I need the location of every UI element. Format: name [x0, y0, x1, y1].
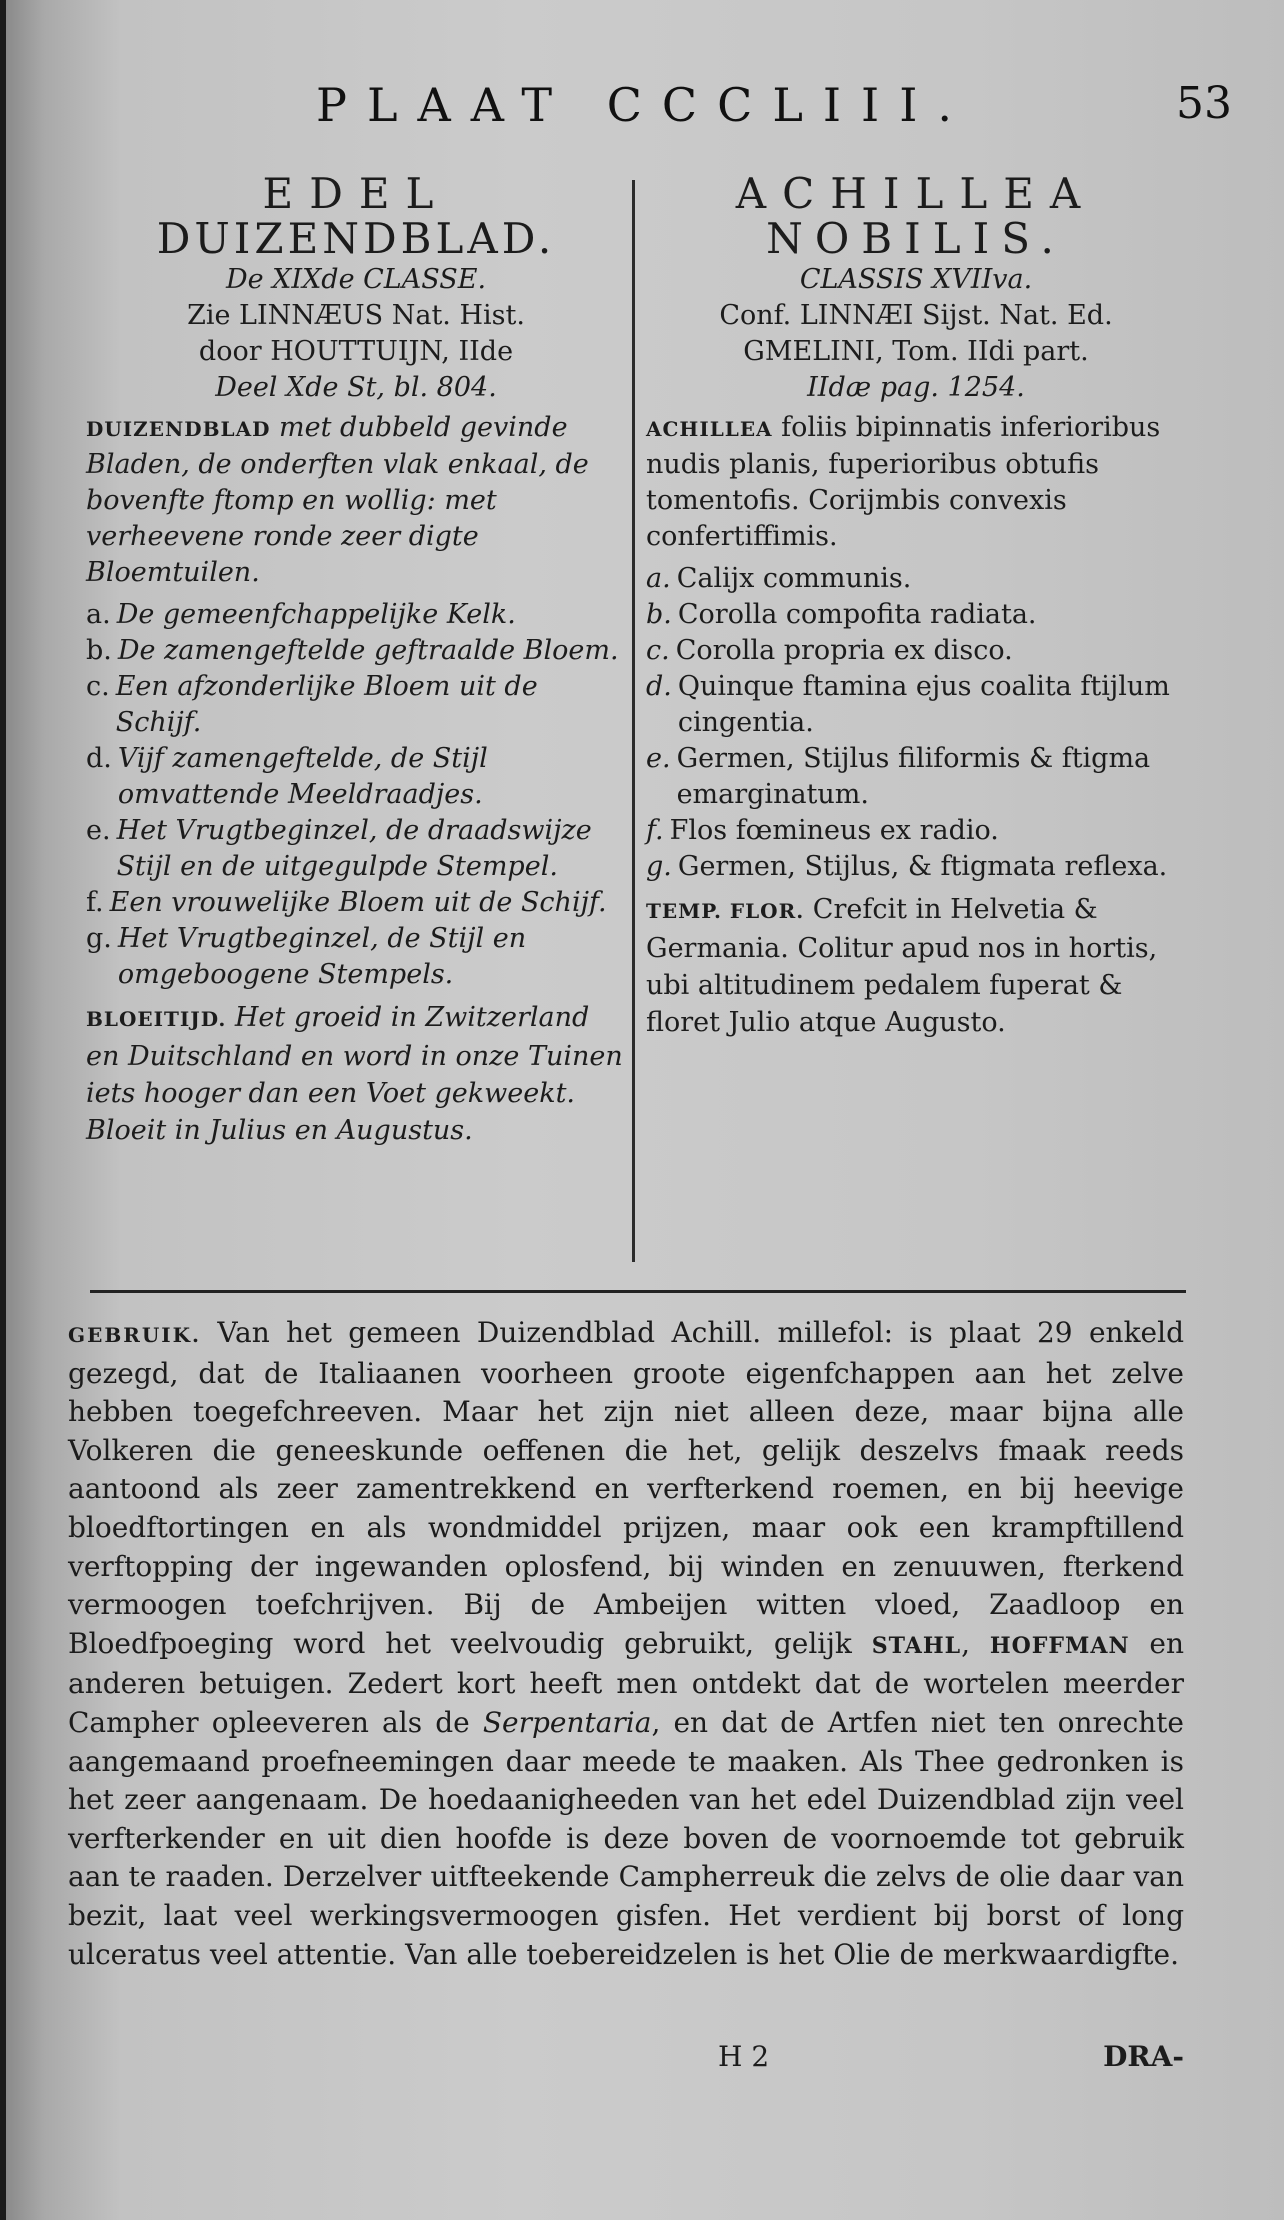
legend-text: Quinque ftamina ejus coalita ftijlum cingentia. — [677, 671, 1170, 738]
legend-text: Germen, Stijlus filiformis & ftigma emarginatum. — [676, 743, 1151, 810]
reference-latin-line2: GMELINI, Tom. IIdi part. — [743, 336, 1089, 367]
legend-letter: d. — [86, 743, 112, 774]
usage-text-mid: en anderen betuigen. Zedert kort heeft men ontdekt dat de wortelen meerder Campher opleeveren als de — [68, 1626, 1185, 1739]
column-divider — [632, 180, 635, 1262]
legend-letter: a. — [86, 599, 111, 630]
legend-text: Calijx communis. — [676, 563, 912, 594]
legend-item — [86, 633, 626, 669]
legend-item — [86, 885, 626, 921]
book-page — [6, 0, 1284, 2220]
plant-name-dutch-line2: DUIZENDBLAD. — [156, 214, 556, 263]
description-text-dutch: met dubbeld gevinde Bladen, de onderften vlak enkaal, de bovenfte ftomp en wollig: met verheevene ronde zeer digte Bloemtuilen. — [86, 412, 589, 588]
legend-letter: b. — [646, 599, 672, 630]
legend-letter: e. — [646, 743, 671, 774]
legend-letter: d. — [646, 671, 672, 702]
reference-latin-line1: Conf. LINNÆI Sijst. Nat. Ed. — [719, 300, 1113, 331]
class-line-dutch: De XIXde CLASSE. — [225, 264, 487, 295]
flowering-label-dutch: BLOEITIJD. — [86, 1007, 227, 1031]
section-rule — [90, 1290, 1186, 1293]
description-latin — [646, 410, 1186, 555]
reference-dutch-line2: door HOUTTUIJN, IIde — [198, 336, 514, 367]
legend-letter: b. — [86, 635, 112, 666]
legend-text: Corolla compofita radiata. — [677, 599, 1037, 630]
legend-item — [646, 597, 1186, 633]
description-label-latin: ACHILLEA — [646, 417, 773, 441]
legend-text: Flos fœmineus ex radio. — [669, 815, 999, 846]
flowering-text-latin: Crefcit in Helvetia & Germania. Colitur apud nos in hortis, ubi altitudinem pedalem fuperat & floret Julio atque Augusto. — [646, 894, 1158, 1038]
dutch-column — [86, 169, 626, 1149]
usage-label: GEBRUIK. — [68, 1323, 201, 1347]
legend-text: Germen, Stijlus, & ftigmata reflexa. — [677, 851, 1168, 882]
reference-dutch-line1: Zie LINNÆUS Nat. Hist. — [187, 300, 525, 331]
reference-dutch-line3: Deel Xde St, bl. 804. — [215, 372, 497, 403]
legend-text: Een afzonderlijke Bloem uit de Schijf. — [115, 671, 538, 738]
plant-name-latin-line1: ACHILLEA — [735, 169, 1097, 218]
reference-latin-line3: IIdæ pag. 1254. — [807, 372, 1025, 403]
description-label-dutch: DUIZENDBLAD — [86, 417, 271, 441]
catchword: DRA- — [1103, 2040, 1184, 2073]
page-header — [6, 78, 1284, 138]
description-dutch — [86, 410, 626, 591]
legend-letter: g. — [646, 851, 672, 882]
legend-item — [646, 849, 1186, 885]
figure-legend-latin — [646, 561, 1186, 885]
page-number: 53 — [1176, 78, 1232, 129]
author-name-hoffman: HOFFMAN — [989, 1632, 1130, 1659]
legend-item — [646, 561, 1186, 597]
flowering-text-dutch: Het groeid in Zwitzerland en Duitschland en word in onze Tuinen iets hooger dan een Voet gekweekt. Bloeit in Julius en Augustus. — [86, 1002, 623, 1146]
legend-item — [86, 813, 626, 885]
flowering-time-latin — [646, 891, 1186, 1041]
page-footer — [68, 2040, 1184, 2080]
legend-item — [86, 921, 626, 993]
usage-text-rest: , en dat de Artfen niet ten onrechte aangemaand proefneemingen daar meede te maaken. Als Thee gedronken is het zeer aangenaam. De hoedaanigheeden van het edel Duizendblad zijn veel verfterkender en uit dien hoofde is deze boven de voornoemde tot gebruik aan te raaden. Derzelver uitfteekende Campherreuk die zelvs de olie daar van bezit, laat veel werkingsvermoogen gisfen. Het verdient bij borst of long ulceratus veel attentie. Van alle toebereidzelen is het Olie de merkwaardigfte. — [68, 1705, 1185, 1971]
plate-title: PLAAT CCCLIII. — [316, 78, 972, 132]
legend-letter: g. — [86, 923, 112, 954]
legend-text: Corolla propria ex disco. — [675, 635, 1013, 666]
figure-legend-dutch — [86, 597, 626, 993]
legend-text: Een vrouwelijke Bloem uit de Schijf. — [109, 887, 607, 918]
legend-text: De zamengeftelde geftraalde Bloem. — [117, 635, 619, 666]
latin-column — [646, 169, 1186, 1041]
description-text-latin: foliis bipinnatis inferioribus nudis planis, fuperioribus obtufis tomentofis. Corijmbis convexis confertiffimis. — [646, 412, 1161, 552]
legend-letter: c. — [646, 635, 670, 666]
legend-text: Het Vrugtbeginzel, de Stijl en omgeboogene Stempels. — [117, 923, 527, 990]
plant-name-latin-line2: NOBILIS. — [766, 214, 1066, 263]
legend-item — [86, 669, 626, 741]
legend-item — [646, 813, 1186, 849]
flowering-time-dutch — [86, 999, 626, 1149]
legend-item — [646, 633, 1186, 669]
legend-item — [646, 741, 1186, 813]
legend-letter: c. — [86, 671, 110, 702]
legend-item — [646, 669, 1186, 741]
class-line-latin: CLASSIS XVIIva. — [799, 264, 1033, 295]
legend-letter: f. — [646, 815, 664, 846]
usage-paragraph: GEBRUIK. Van het gemeen Duizendblad Achill. millefol: is plaat 29 enkeld gezegd, dat de Italiaanen voorheen groote eigenfchappen aan het zelve hebben toegefchreeven. Maar het zijn niet alleen deze, maar bijna alle Volkeren die geneeskunde oeffenen die het, gelijk deszelvs fmaak reeds aantoond als zeer zamentrekkend en verfterkend roemen, en bij heevige bloedftortingen en als wondmiddel prijzen, maar ook een krampftillend verftopping der ingewanden oplosfend, bij winden en zenuuwen, fterkend vermoogen toefchrijven. Bij de Ambeijen witten vloed, Zaadloop en Bloedfpoeging word het veelvoudig gebruikt, gelijk STAHL, HOFFMAN en anderen betuigen. Zedert kort heeft men ontdekt dat de wortelen meerder Campher opleeveren als de Serpentaria, en dat de Artfen niet ten onrechte aangemaand proefneemingen daar meede te maaken. Als Thee gedronken is het zeer aangenaam. De hoedaanigheeden van het edel Duizendblad zijn veel verfterkender en uit dien hoofde is deze boven de voornoemde tot gebruik aan te raaden. Derzelver uitfteekende Campherreuk die zelvs de olie daar van bezit, laat veel werkingsvermoogen gisfen. Het verdient bij borst of long ulceratus veel attentie. Van alle toebereidzelen is het Olie de merkwaardigfte. — [68, 1316, 1185, 1971]
author-name-stahl: STAHL — [871, 1632, 962, 1659]
legend-text: Vijf zamengeftelde, de Stijl omvattende Meeldraadjes. — [117, 743, 488, 810]
legend-item — [86, 741, 626, 813]
legend-item — [86, 597, 626, 633]
serpentaria-term: Serpentaria — [482, 1705, 652, 1739]
legend-letter: f. — [86, 887, 104, 918]
plant-name-dutch-line1: EDEL — [262, 169, 450, 218]
legend-text: De gemeenfchappelijke Kelk. — [116, 599, 516, 630]
signature-mark: H 2 — [718, 2040, 770, 2073]
flowering-label-latin: TEMP. FLOR. — [646, 899, 805, 923]
usage-text-intro: Van het gemeen Duizendblad Achill. millefol: is plaat 29 enkeld gezegd, dat de Italiaanen voorheen groote eigenfchappen aan het zelve hebben toegefchreeven. Maar het zijn niet alleen deze, maar bijna alle Volkeren die geneeskunde oeffenen die het, gelijk deszelvs fmaak reeds aantoond als zeer zamentrekkend en verfterkend roemen, en bij heevige bloedftortingen en als wondmiddel prijzen, maar ook een krampftillend verftopping der ingewanden oplosfend, bij winden en zenuuwen, fterkend vermoogen toefchrijven. Bij de Ambeijen witten vloed, Zaadloop en Bloedfpoeging word het veelvoudig gebruikt, gelijk — [68, 1316, 1184, 1660]
legend-text: Het Vrugtbeginzel, de draadswijze Stijl en de uitgegulpde Stempel. — [116, 815, 592, 882]
legend-letter: e. — [86, 815, 111, 846]
legend-letter: a. — [646, 563, 671, 594]
